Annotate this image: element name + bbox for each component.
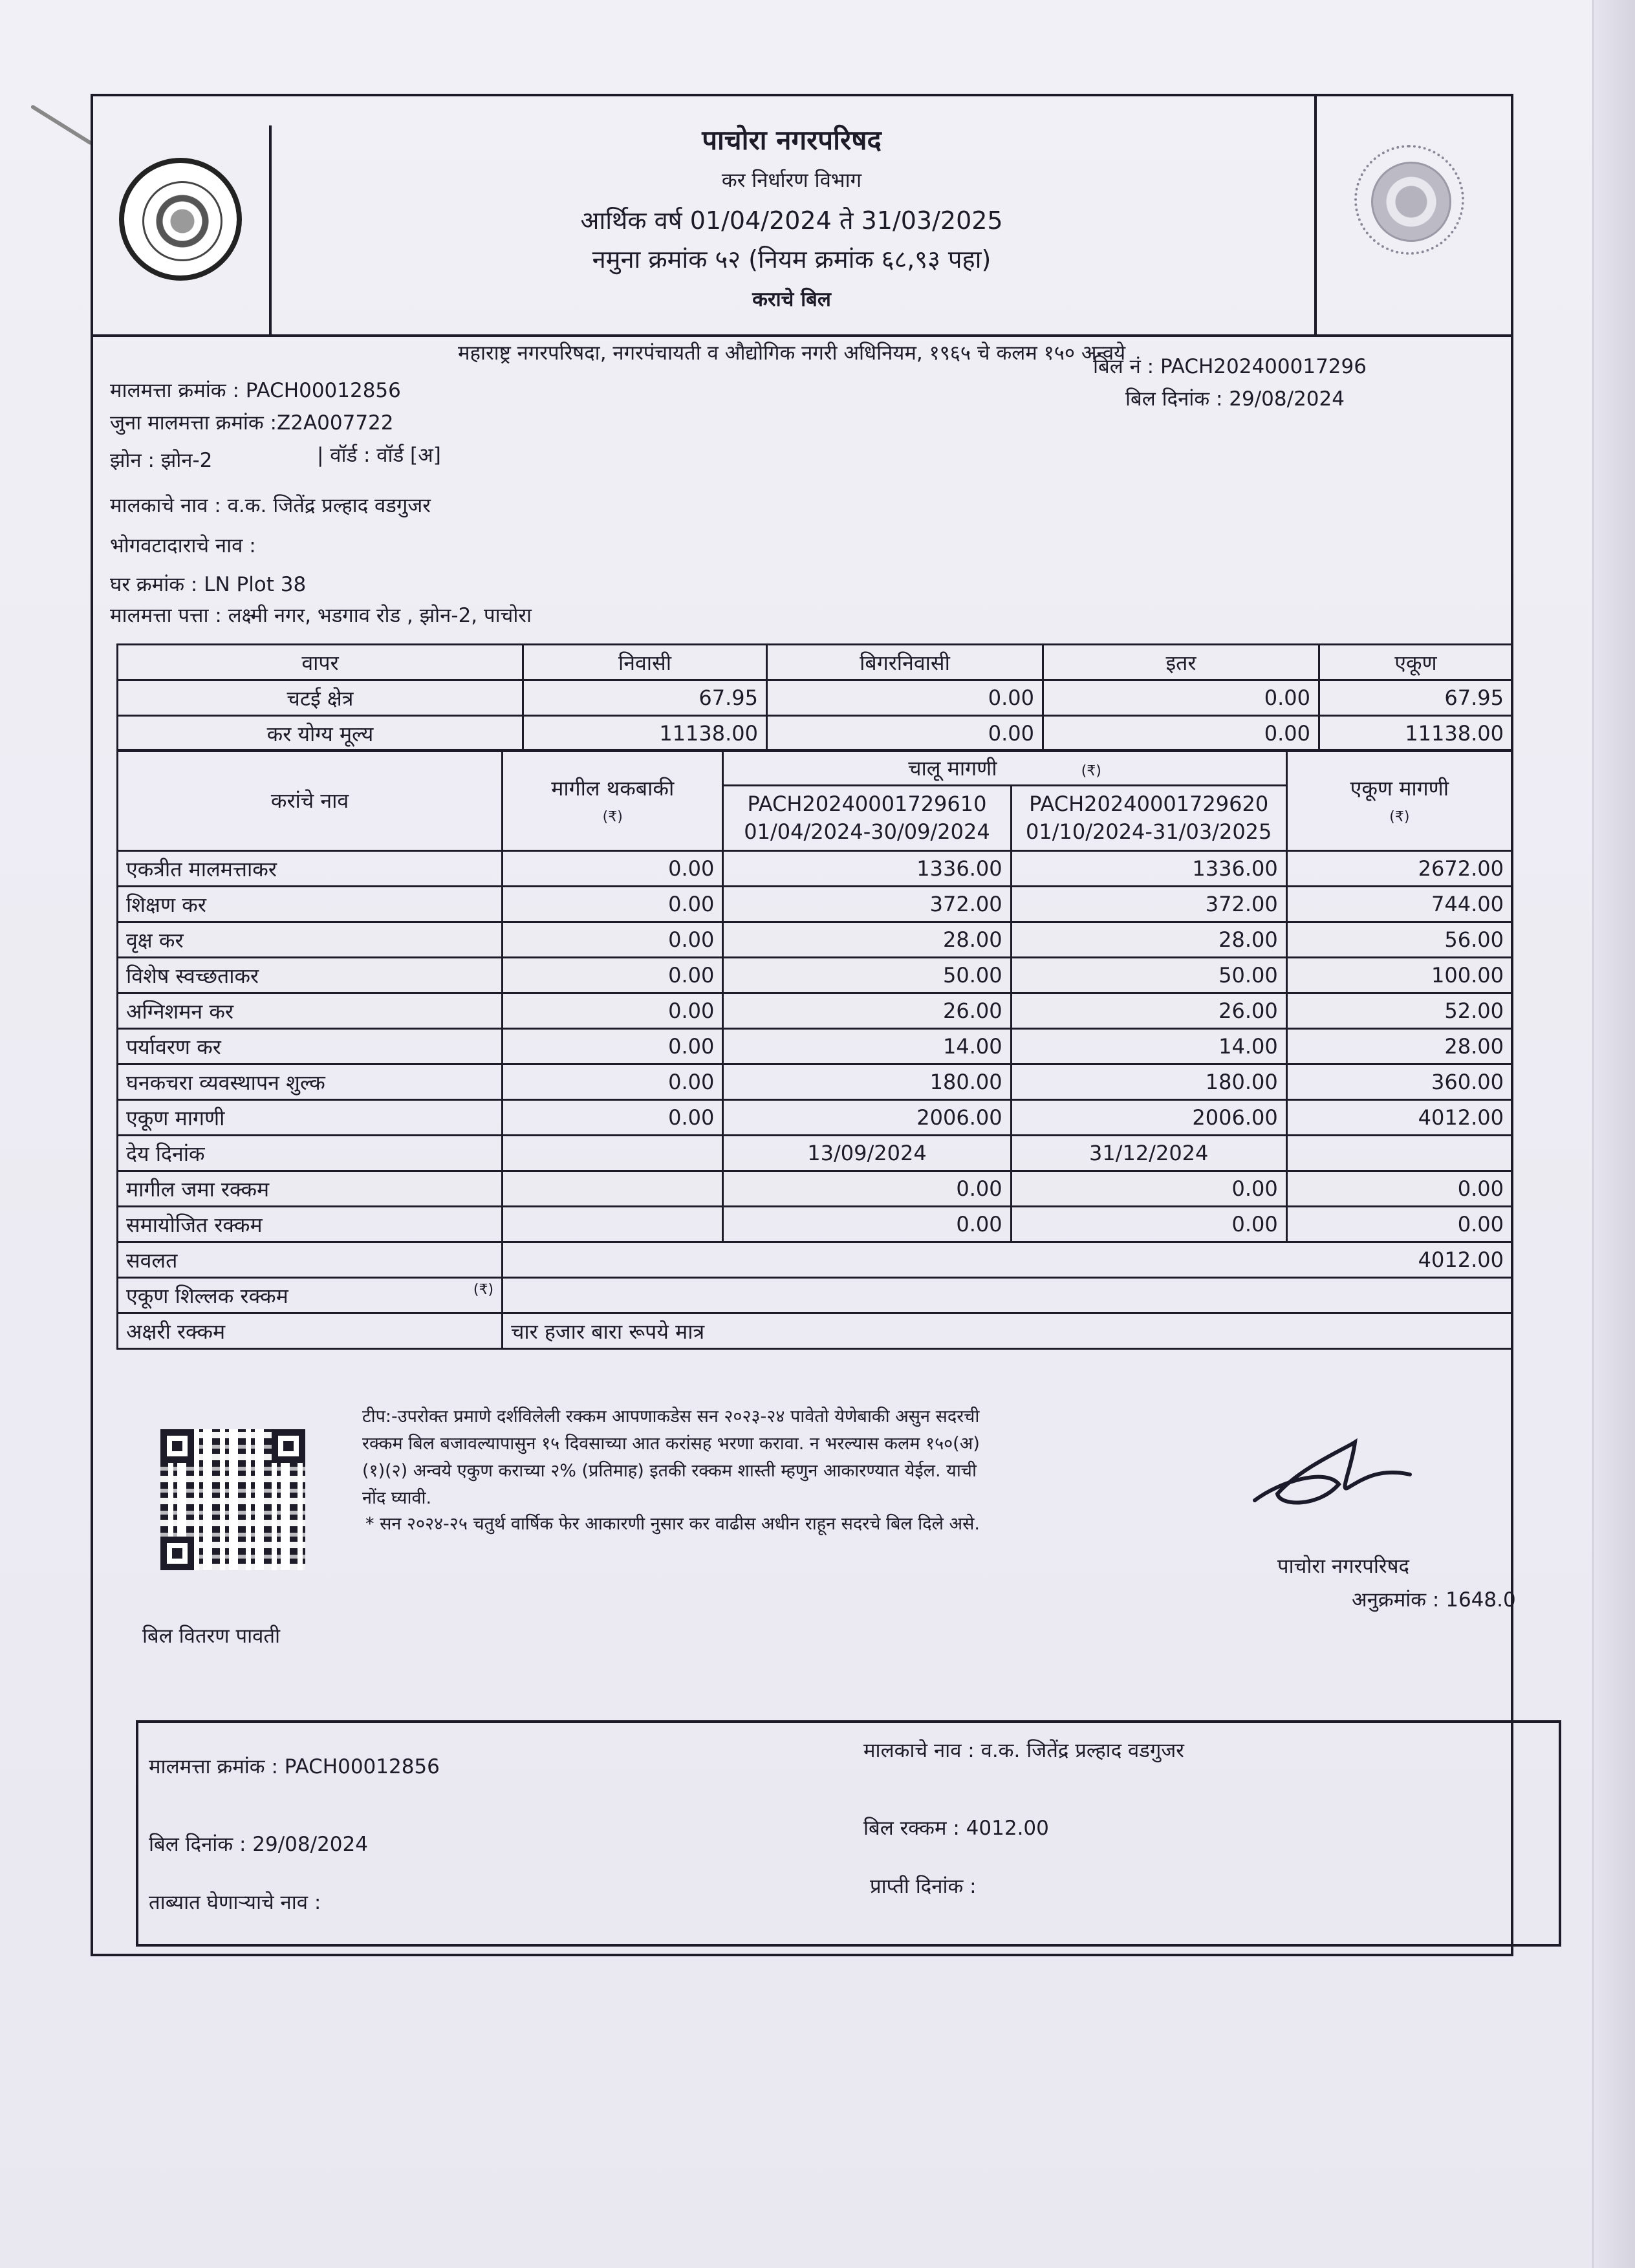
qr-finder-icon bbox=[160, 1429, 194, 1463]
current-demand-label: चालू मागणी bbox=[908, 755, 997, 781]
arrears-header-label: मागील थकबाकी bbox=[551, 776, 675, 801]
rupee-label: (₹) bbox=[1081, 762, 1101, 779]
table-row bbox=[118, 958, 1513, 993]
tax-amount: 2672.00 bbox=[1286, 851, 1512, 887]
tax-name: विशेष स्वच्छताकर bbox=[118, 958, 503, 993]
words-label: अक्षरी रक्कम bbox=[118, 1313, 503, 1349]
rupee-label: (₹) bbox=[1389, 809, 1410, 825]
receipt-bill-date: बिल दिनांक : 29/08/2024 bbox=[149, 1833, 368, 1856]
usage-row-label: चटई क्षेत्र bbox=[118, 680, 523, 716]
prev-deposit-label: मागील जमा रक्कम bbox=[118, 1171, 503, 1207]
table-row bbox=[118, 993, 1513, 1029]
usage-col-header: इतर bbox=[1043, 645, 1319, 680]
period-1-number: PACH20240001729610 bbox=[747, 791, 987, 816]
due-date-2: 31/12/2024 bbox=[1011, 1136, 1286, 1171]
tax-amount: 0.00 bbox=[503, 993, 723, 1029]
usage-col-header: बिगरनिवासी bbox=[767, 645, 1043, 680]
tax-amount: 14.00 bbox=[723, 1029, 1011, 1064]
usage-cell: 0.00 bbox=[767, 716, 1043, 751]
owner-name: मालकाचे नाव : व.क. जितेंद्र प्रल्हाद वडगुजर bbox=[110, 494, 431, 517]
tax-amount: 4012.00 bbox=[1286, 1100, 1512, 1136]
logo-cell bbox=[93, 125, 272, 334]
balance-label-cell bbox=[118, 1278, 503, 1313]
municipal-logo-icon bbox=[119, 158, 242, 281]
rupee-label: (₹) bbox=[602, 809, 623, 825]
usage-col-header: निवासी bbox=[523, 645, 767, 680]
usage-table bbox=[116, 643, 1513, 752]
tax-amount: 180.00 bbox=[1011, 1064, 1286, 1100]
prev-deposit-value: 0.00 bbox=[1011, 1171, 1286, 1207]
bill-number: बिल नं : PACH202400017296 bbox=[1093, 355, 1367, 378]
receipt-bill-amount: बिल रक्कम : 4012.00 bbox=[863, 1817, 1049, 1840]
tax-amount: 28.00 bbox=[723, 922, 1011, 958]
period-2-number: PACH20240001729620 bbox=[1029, 791, 1269, 816]
tax-amount: 0.00 bbox=[503, 922, 723, 958]
usage-cell: 0.00 bbox=[767, 680, 1043, 716]
due-date-1: 13/09/2024 bbox=[723, 1136, 1011, 1171]
table-row bbox=[118, 1029, 1513, 1064]
form-number: नमुना क्रमांक ५२ (नियम क्रमांक ६८,९३ पहा) bbox=[592, 245, 991, 274]
tax-amount: 2006.00 bbox=[723, 1100, 1011, 1136]
note-line: रक्कम बिल बजावल्यापासुन १५ दिवसाच्या आत करांसह भरणा करावा. न भरल्यास कलम १५०(अ) bbox=[362, 1434, 980, 1454]
adjusted-value: 0.00 bbox=[1011, 1207, 1286, 1242]
adjusted-value: 0.00 bbox=[1286, 1207, 1512, 1242]
qr-finder-icon bbox=[272, 1429, 305, 1463]
bill-title: कराचे बिल bbox=[752, 288, 831, 311]
table-row bbox=[118, 1207, 1513, 1242]
empty-cell bbox=[503, 1136, 723, 1171]
usage-cell: 11138.00 bbox=[1319, 716, 1513, 751]
tax-amount: 26.00 bbox=[723, 993, 1011, 1029]
period-2-dates: 01/10/2024-31/03/2025 bbox=[1025, 819, 1272, 844]
period-1-dates: 01/04/2024-30/09/2024 bbox=[744, 819, 990, 844]
seal-cell bbox=[1314, 96, 1511, 334]
tax-amount: 28.00 bbox=[1011, 922, 1286, 958]
rupee-label: (₹) bbox=[473, 1281, 494, 1298]
qr-code-icon bbox=[160, 1429, 305, 1570]
current-demand-header bbox=[723, 750, 1286, 786]
usage-cell: 0.00 bbox=[1043, 716, 1319, 751]
table-row bbox=[118, 1171, 1513, 1207]
tax-name: घनकचरा व्यवस्थापन शुल्क bbox=[118, 1064, 503, 1100]
tax-amount: 28.00 bbox=[1286, 1029, 1512, 1064]
tax-rows bbox=[118, 851, 1513, 1136]
prev-deposit-value: 0.00 bbox=[723, 1171, 1011, 1207]
tax-amount: 372.00 bbox=[1011, 887, 1286, 922]
property-number: मालमत्ता क्रमांक : PACH00012856 bbox=[110, 379, 401, 402]
signing-authority: पाचोरा नगरपरिषद bbox=[1277, 1555, 1409, 1578]
total-demand-label: एकूण मागणी bbox=[1350, 776, 1449, 801]
tax-amount: 0.00 bbox=[503, 958, 723, 993]
bill-header bbox=[93, 96, 1511, 337]
table-row bbox=[118, 680, 1513, 716]
note-line: * सन २०२४-२५ चतुर्थ वार्षिक फेर आकारणी नुसार कर वाढीस अधीन राहून सदरचे बिल दिले असे. bbox=[365, 1514, 980, 1534]
old-property-number: जुना मालमत्ता क्रमांक :Z2A007722 bbox=[110, 411, 394, 435]
note-line: (१)(२) अन्वये एकुण कराच्या २% (प्रतिमाह) इतकी रक्कम शास्ती म्हणुन आकारण्यात येईल. याची bbox=[362, 1461, 977, 1481]
amount-in-words: चार हजार बारा रूपये मात्र bbox=[503, 1313, 1513, 1349]
usage-cell: 0.00 bbox=[1043, 680, 1319, 716]
bill-date: बिल दिनांक : 29/08/2024 bbox=[1125, 387, 1345, 411]
empty-cell bbox=[503, 1171, 723, 1207]
adjusted-value: 0.00 bbox=[723, 1207, 1011, 1242]
tax-name: शिक्षण कर bbox=[118, 887, 503, 922]
due-date-label: देय दिनांक bbox=[118, 1136, 503, 1171]
usage-row-label: कर योग्य मूल्य bbox=[118, 716, 523, 751]
table-row bbox=[118, 851, 1513, 887]
act-line: महाराष्ट्र नगरपरिषदा, नगरपंचायती व औद्योगिक नगरी अधिनियम, १९६५ चे कलम १५० अन्वये bbox=[457, 341, 1126, 365]
ward: | वॉर्ड : वॉर्ड [अ] bbox=[317, 444, 441, 467]
table-row bbox=[118, 1136, 1513, 1171]
usage-header-row bbox=[118, 645, 1513, 680]
tax-name: एकूण मागणी bbox=[118, 1100, 503, 1136]
tax-amount: 1336.00 bbox=[723, 851, 1011, 887]
tax-amount: 1336.00 bbox=[1011, 851, 1286, 887]
tax-amount: 52.00 bbox=[1286, 993, 1512, 1029]
table-row bbox=[118, 1313, 1513, 1349]
tax-amount: 50.00 bbox=[1011, 958, 1286, 993]
note-line: टीप:-उपरोक्त प्रमाणे दर्शविलेली रक्कम आपणाकडेस सन २०२३-२४ पावेतो येणेबाकी असुन सदरची bbox=[362, 1407, 980, 1427]
usage-cell: 11138.00 bbox=[523, 716, 767, 751]
tax-amount: 50.00 bbox=[723, 958, 1011, 993]
table-row bbox=[118, 887, 1513, 922]
tax-amount: 14.00 bbox=[1011, 1029, 1286, 1064]
receipt-title: बिल वितरण पावती bbox=[142, 1625, 281, 1648]
empty-cell bbox=[1286, 1136, 1512, 1171]
adjusted-label: समायोजित रक्कम bbox=[118, 1207, 503, 1242]
note-line: नोंद घ्यावी. bbox=[362, 1488, 432, 1508]
tax-name-header: करांचे नाव bbox=[118, 750, 503, 851]
tax-amount: 0.00 bbox=[503, 1064, 723, 1100]
prev-deposit-value: 0.00 bbox=[1286, 1171, 1512, 1207]
empty-cell bbox=[503, 1278, 1513, 1313]
qr-finder-icon bbox=[160, 1537, 194, 1570]
empty-cell bbox=[503, 1207, 723, 1242]
tax-amount: 2006.00 bbox=[1011, 1100, 1286, 1136]
tax-amount: 360.00 bbox=[1286, 1064, 1512, 1100]
table-row bbox=[118, 1100, 1513, 1136]
tax-amount: 100.00 bbox=[1286, 958, 1512, 993]
usage-col-header: वापर bbox=[118, 645, 523, 680]
usage-cell: 67.95 bbox=[523, 680, 767, 716]
tax-amount: 26.00 bbox=[1011, 993, 1286, 1029]
tax-amount: 372.00 bbox=[723, 887, 1011, 922]
state-emblem-icon bbox=[1354, 145, 1464, 255]
tax-amount: 0.00 bbox=[503, 1029, 723, 1064]
discount-total: 4012.00 bbox=[503, 1242, 1513, 1278]
tax-table bbox=[116, 749, 1513, 1350]
house-number: घर क्रमांक : LN Plot 38 bbox=[110, 573, 307, 596]
received-date: प्राप्ती दिनांक : bbox=[870, 1875, 977, 1898]
receipt-owner-name: मालकाचे नाव : व.क. जितेंद्र प्रल्हाद वडगुजर bbox=[863, 1739, 1184, 1762]
receiver-name: ताब्यात घेणाऱ्याचे नाव : bbox=[149, 1891, 321, 1914]
serial-number: अनुक्रमांक : 1648.0 bbox=[1352, 1588, 1516, 1612]
tax-name: अग्निशमन कर bbox=[118, 993, 503, 1029]
tax-amount: 56.00 bbox=[1286, 922, 1512, 958]
usage-col-header: एकूण bbox=[1319, 645, 1513, 680]
table-row bbox=[118, 1242, 1513, 1278]
tax-amount: 0.00 bbox=[503, 1100, 723, 1136]
property-address: मालमत्ता पत्ता : लक्ष्मी नगर, भडगाव रोड , झोन-2, पाचोरा bbox=[110, 604, 532, 627]
receipt-property-number: मालमत्ता क्रमांक : PACH00012856 bbox=[149, 1755, 440, 1778]
table-row bbox=[118, 922, 1513, 958]
occupier-name: भोगवटादाराचे नाव : bbox=[110, 534, 256, 557]
arrears-header bbox=[503, 750, 723, 851]
tax-header-row bbox=[118, 750, 1513, 786]
signature-icon bbox=[1242, 1423, 1429, 1533]
tax-amount: 0.00 bbox=[503, 851, 723, 887]
tax-name: एकत्रीत मालमत्ताकर bbox=[118, 851, 503, 887]
tax-amount: 0.00 bbox=[503, 887, 723, 922]
zone: झोन : झोन-2 bbox=[110, 449, 213, 472]
discount-label: सवलत bbox=[118, 1242, 503, 1278]
org-name: पाचोरा नगरपरिषद bbox=[702, 124, 882, 156]
balance-label: एकूण शिल्लक रक्कम bbox=[126, 1283, 288, 1308]
period-2-header bbox=[1011, 786, 1286, 851]
table-row bbox=[118, 1278, 1513, 1313]
department: कर निर्धारण विभाग bbox=[721, 169, 862, 192]
usage-cell: 67.95 bbox=[1319, 680, 1513, 716]
page-edge bbox=[1592, 0, 1635, 2268]
table-row bbox=[118, 1064, 1513, 1100]
tax-name: पर्यावरण कर bbox=[118, 1029, 503, 1064]
tax-amount: 744.00 bbox=[1286, 887, 1512, 922]
total-demand-header bbox=[1286, 750, 1512, 851]
financial-year: आर्थिक वर्ष 01/04/2024 ते 31/03/2025 bbox=[580, 206, 1003, 235]
period-1-header bbox=[723, 786, 1011, 851]
table-row bbox=[118, 716, 1513, 751]
tax-amount: 180.00 bbox=[723, 1064, 1011, 1100]
tax-name: वृक्ष कर bbox=[118, 922, 503, 958]
